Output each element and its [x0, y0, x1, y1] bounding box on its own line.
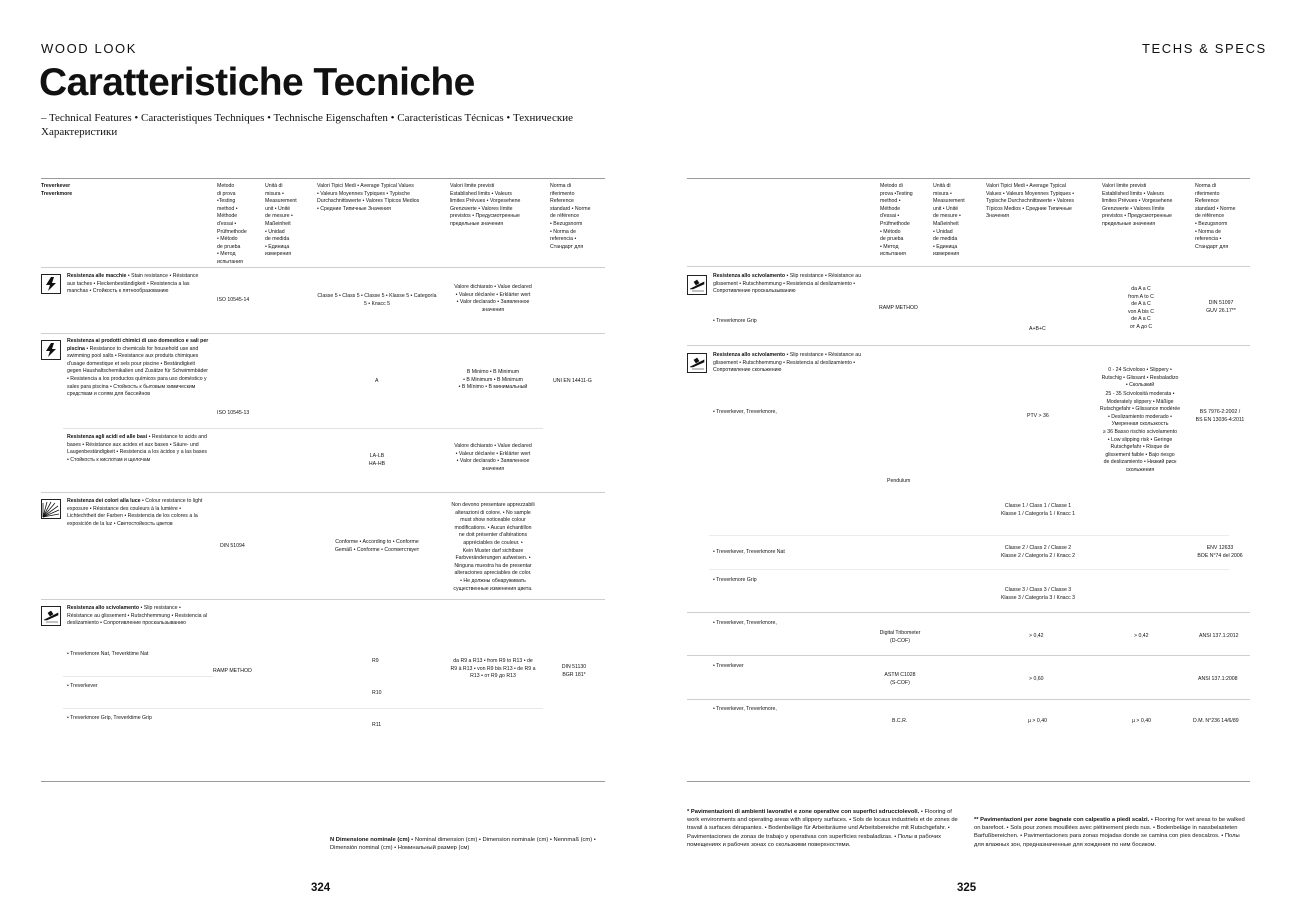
stain-method: ISO 10545-14 [217, 297, 250, 303]
slip-typical: R11 [372, 722, 382, 728]
row-divider [687, 699, 1250, 700]
chem-title: Resistenza ai prodotti chimici di uso domestico e sali per piscina • Resistance to chemicals for household use and swimming pool salts • Resistance aux produits chimiques d'usage domestique et sels pour piscine • Beständigkeit gegen Haushaltschemikalien und Zusätze für Schwimmbäder • Resistencia a los productos químicos para uso doméstico y sales para piscina • Стойкость к бытовым химическим средствам и солям для бассейнов [67, 338, 209, 398]
slip2-limit-low: 0 - 24 Scivoloso • Slippery • Rutschig • Glissant • Resbaladizo • Скользкий [1101, 367, 1179, 389]
slip2-limit-moderate: 25 - 35 Scivolosità moderata • Moderately slippery • Mäßige Rutschgefahr • Glissance modérée • Deslizamiento moderado • Умеренная скользкость [1099, 391, 1181, 428]
row-divider [41, 333, 605, 334]
dcof-typical: > 0,42 [1029, 633, 1044, 639]
dcof-method: Digital Tribometer (D-COF) [879, 630, 921, 644]
nominal-footnote: N Dimensione nominale (cm) • Nominal dimension (cm) • Dimension nominale (cm) • Nennmaß (cm) • Dimensión nominal (cm) • Номинальный размер (см) [330, 837, 596, 852]
acid-title: Resistenza agli acidi ed alle basi • Resistance to acids and bases • Résistance aux acides et aux bases • Säure- und Laugenbeständigkeit • Resistencia a los ácidos y a las bases • Стойкость к кислотам и щелочам [67, 434, 207, 463]
slip2-product-3: • Treverkmore Grip [713, 577, 757, 583]
header-standard: Norma di riferimento Reference standard • Norme de référence • Bezugsnorm • Norma de referencia • Стандарт для [550, 183, 591, 250]
row-divider [687, 345, 1250, 346]
slip-limit: da R9 a R13 • from R9 to R13 • de R9 à R13 • von R9 bis R13 • de R9 a R13 • от R9 до R13 [450, 658, 536, 680]
page-subtitle: – Technical Features • Caracteristiques Techniques • Technische Eigenschaften • Características Técnicas • Технические Характеристики [41, 112, 573, 138]
bcr-typical: µ > 0,40 [1028, 718, 1047, 724]
table-bottom-rule [687, 781, 1250, 782]
slip-typical: R9 [372, 658, 379, 664]
scof-product: • Treverkever [713, 663, 744, 669]
light-method: DIN 51094 [220, 543, 245, 549]
header-method: Metodo di prova •Testing method • Méthode d'essai • Prüfmethode • Método de prueba • Метод испытания [217, 183, 247, 265]
slip2-class-1: Classe 1 / Class 1 / Classe 1 Klasse 1 / Categoría 1 / Класс 1 [1000, 503, 1076, 517]
header-unit: Unità di misura • Measurement unit • Unité de mesure • Maßeinheit • Unidad de medida • Единица измерения [265, 183, 297, 258]
slip-icon [687, 275, 707, 295]
slip-icon [687, 353, 707, 373]
stain-icon [41, 274, 61, 294]
acid-limit: Valore dichiarato • Value declared • Valeur déclarée • Erklärter wert • Valor declarado • Заявленное значения [454, 443, 532, 472]
slip2-product: • Treverkever, Treverkmore, [713, 409, 777, 415]
acid-typical: LA-LB HA-HB [368, 453, 386, 467]
stain-typical: Classe 5 • Class 5 • Classe 5 • Klasse 5 • Categoría 5 • Класс 5 [317, 293, 437, 307]
bcr-method: B.C.R. [892, 718, 908, 724]
slip2-title: Resistenza allo scivolamento • Slip resistance • Résistance au glissement • Rutschhemmung • Resistencia al deslizamiento • Сопротивление скольжению [713, 352, 862, 374]
slip2-standard: BS 7976-2:2002 / BS EN 13036-4:2011 [1195, 409, 1245, 423]
scof-typical: > 0,60 [1029, 676, 1044, 682]
header-rule [41, 178, 605, 179]
dcof-product: • Treverkever, Treverkmore, [713, 620, 777, 626]
slip1-title: Resistenza allo scivolamento • Slip resistance • Résistance au glissement • Rutschhemmung • Resistencia al deslizamiento • Сопротивление проскальзыванию [713, 273, 862, 295]
row-divider [687, 266, 1250, 267]
header-limits: Valori limite previsti Established limits • Valeurs limites Prévues • Vorgesehene Grenzwerte • Valores límite previstos • Предусмотренные предельные значения [1102, 183, 1173, 227]
light-title: Resistenza dei colori alla luce • Colour resistance to light exposure • Résistance des couleurs à la lumière • Lichtechtheit der Farben • Resistencia de los colores a la exposición de la luz • Светостойкость цветов [67, 498, 203, 527]
header-limits: Valori limite previsti Established limits • Valeurs limites Prévues • Vorgesehene Grenzwerte • Valores límite previstos • Предусмотренные предельные значения [450, 183, 521, 227]
row-divider [41, 492, 605, 493]
sun-icon [41, 499, 61, 519]
row-divider [41, 599, 605, 600]
header-method: Metodo di prova •Testing method • Méthode d'essai • Prüfmethode • Método de prueba • Метод испытания [880, 183, 913, 258]
slip-product: • Treverkmore Nat, Treverktime Nat [67, 651, 149, 657]
slip2-typical: PTV > 36 [1027, 413, 1049, 419]
dcof-limit: > 0,42 [1134, 633, 1149, 639]
chemical-icon [41, 340, 61, 360]
row-divider [63, 708, 543, 709]
slip2-method: Pendulum [887, 478, 911, 484]
slip2-standard-2: ENV 12633 BOE N°74 del 2006 [1197, 545, 1243, 559]
stain-title: Resistenza alle macchie • Stain resistance • Résistance aux taches • Fleckenbeständigkeit • Resistencia a las manchas • Стойкость к пятнообразованию [67, 273, 199, 295]
light-limit: Non devono presentare apprezzabili alterazioni di colore. • No sample must show noticeable colour modifications. • Aucun échantillon ne doit présenter d'altérations appréciables de couleur. • Kein Muster darf sichtbare Farbveränderungen aufweisen. • Ninguna muestra ha de presentar alteraciones apreciables de color. • Не должны обнаруживать существенные изменения цвета. [451, 502, 535, 592]
header-standard: Norma di riferimento Reference standard • Norme de référence • Bezugsnorm • Norma de referencia • Стандарт для [1195, 183, 1236, 250]
row-divider [709, 535, 1229, 536]
bcr-standard: D.M. N°236 14/6/89 [1193, 718, 1239, 724]
slip1-typical: A+B+C [1029, 326, 1046, 332]
row-divider [63, 676, 213, 677]
slip1-limit: da A a C from A to C de A à C von A bis C de A a C от A до C [1128, 286, 1154, 330]
row-divider [687, 655, 1250, 656]
header-product: Treverkever Treverkmore [41, 183, 73, 197]
slip1-product: • Treverkmore Grip [713, 318, 757, 324]
slip-icon [41, 606, 61, 626]
slip1-method: RAMP METHOD [879, 305, 918, 311]
bcr-product: • Treverkever, Treverkmore, [713, 706, 777, 712]
row-divider [709, 569, 1229, 570]
slip-product: • Treverkmore Grip, Treverktime Grip [67, 715, 152, 721]
slip2-limit-high: ≥ 36 Basso rischio scivolamento • Low slipping risk • Geringe Rutschgefahr • Risque de glissement faible • Bajo riesgo de deslizamiento • Низкий риск скольжения [1102, 429, 1178, 473]
row-divider [687, 612, 1250, 613]
footnote-work-areas: * Pavimentazioni di ambienti lavorativi e zone operative con superfici sdrucciolevoli. • Flooring of work environments and operating areas with slippery surfaces. • Sols de locaux industriels et de zones de travail à surfaces dérapantes. • Bodenbeläge für Arbeitsräume und Arbeitsbereiche mit Rutschgefahr. • Pavimentaciones de zonas de trabajo y operativas con superficies resbaladizas. • Полы в рабочих помещениях и рабочих зонах со скользкими поверхностями. [687, 809, 958, 848]
page-number: 324 [311, 882, 331, 894]
chem-limit: B Minimo • B Minimum • B Minimum • B Minimum • B Mínimo • B минимальный [458, 369, 528, 391]
bcr-limit: µ > 0,40 [1132, 718, 1151, 724]
slip2-product-2: • Treverkever, Treverkmore Nat [713, 549, 785, 555]
slip-standard: DIN 51130 BGR 181* [561, 664, 587, 678]
slip2-class-3: Classe 3 / Class 3 / Classe 3 Klasse 3 / Categoría 3 / Класс 3 [1000, 587, 1076, 601]
section-label: TECHS & SPECS [1142, 41, 1267, 56]
slip-product: • Treverkever [67, 683, 98, 689]
chem-standard: UNI EN 14411-G [553, 378, 592, 384]
page-number: 325 [957, 882, 977, 894]
slip-title: Resistenza allo scivolamento • Slip resistance • Résistance au glissement • Rutschhemmung • Resistencia al deslizamiento • Сопротивление проскальзыванию [67, 605, 208, 627]
section-label: WOOD LOOK [41, 41, 138, 56]
header-typical: Valori Tipici Medi • Average Typical Values • Valeurs Moyennes Typiques • Typische Durchschnittswerte • Valores Típicos Medios • Средние Типичные Значения [317, 183, 420, 212]
scof-standard: ANSI 137.1:2008 [1198, 676, 1238, 682]
header-unit: Unità di misura • Measurement unit • Unité de mesure • Maßeinheit • Unidad de medida • Единица измерения [933, 183, 965, 258]
slip1-standard: DIN 51097 GUV 26.17** [1206, 300, 1236, 314]
footnote-wet-areas: ** Pavimentazioni per zone bagnate con calpestio a piedi scalzi. • Flooring for wet areas to be walked on barefoot. • Sols pour zones mouillées avec piétinement pieds nus. • Bodenbeläge in nassbelasteten Barfußbereichen. • Pavimentaciones para zonas mojadas donde se camina con pies descalzos. • Полы для влажных зон, предназначенные для хождения по ним босиком. [974, 817, 1245, 848]
header-rule [687, 178, 1250, 179]
chem-typical: A [375, 378, 379, 384]
dcof-standard: ANSI 137.1:2012 [1199, 633, 1239, 639]
scof-method: ASTM C1028 (S-COF) [884, 672, 916, 686]
slip-method: RAMP METHOD [213, 668, 252, 674]
chem-method: ISO 10545-13 [217, 410, 250, 416]
header-typical: Valori Tipici Medi • Average Typical Values • Valeurs Moyennes Typiques • Typische Durchschnittswerte • Valores Típicos Medios • Средние Типичные Значения [986, 183, 1075, 220]
row-divider [41, 267, 605, 268]
row-divider [63, 428, 543, 429]
slip2-class-2: Classe 2 / Class 2 / Classe 2 Klasse 2 / Categoría 2 / Класс 2 [1000, 545, 1076, 559]
stain-limit: Valore dichiarato • Value declared • Valeur déclarée • Erklärter wert • Valor declarado • Заявленное значения [454, 284, 532, 313]
table-bottom-rule [41, 781, 605, 782]
slip-typical: R10 [372, 690, 382, 696]
page-title: Caratteristiche Tecniche [39, 61, 475, 104]
light-typical: Conforme • According to • Conforme Gemäß • Conforme • Соответствует [334, 539, 420, 553]
